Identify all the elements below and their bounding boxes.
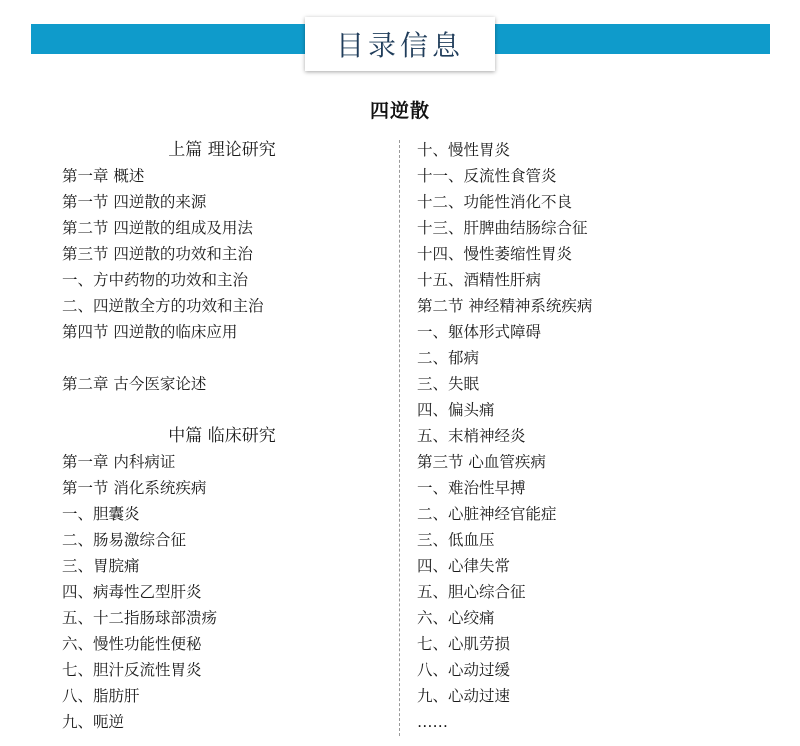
toc-entry: 一、躯体形式障碍 <box>417 323 542 341</box>
toc-entry: 一、方中药物的功效和主治 <box>62 271 249 289</box>
toc-entry: 二、心脏神经官能症 <box>417 505 557 523</box>
toc-spacer <box>62 397 382 423</box>
toc-entry: 一、胆囊炎 <box>62 505 140 523</box>
toc-entry: 第四节 四逆散的临床应用 <box>62 323 238 341</box>
toc-spacer <box>62 345 382 371</box>
toc-left-column <box>62 137 382 735</box>
toc-part-heading: 中篇 临床研究 <box>168 426 276 446</box>
toc-entry: 第一节 消化系统疾病 <box>62 479 207 497</box>
toc-entry: 十一、反流性食管炎 <box>417 167 557 185</box>
toc-entry: 四、病毒性乙型肝炎 <box>62 583 202 601</box>
toc-entry: 九、心动过速 <box>417 687 511 705</box>
toc-entry: 第一节 四逆散的来源 <box>62 193 207 211</box>
toc-entry: 十三、肝脾曲结肠综合征 <box>417 219 588 237</box>
toc-entry: 四、偏头痛 <box>417 401 495 419</box>
toc-entry: 十五、酒精性肝病 <box>417 271 542 289</box>
toc-entry: 三、胃脘痛 <box>62 557 140 575</box>
toc-entry: 五、末梢神经炎 <box>417 427 526 445</box>
toc-entry: 十四、慢性萎缩性胃炎 <box>417 245 573 263</box>
toc-entry: 第二章 古今医家论述 <box>62 375 207 393</box>
column-divider <box>399 140 400 736</box>
toc-entry: 三、失眠 <box>417 375 480 393</box>
toc-entry: 六、慢性功能性便秘 <box>62 635 202 653</box>
toc-entry: 六、心绞痛 <box>417 609 495 627</box>
toc-entry: 第二节 神经精神系统疾病 <box>417 297 593 315</box>
toc-entry: 第三节 心血管疾病 <box>417 453 546 471</box>
toc-entry: 七、胆汁反流性胃炎 <box>62 661 202 679</box>
toc-entry: 八、脂肪肝 <box>62 687 140 705</box>
toc-entry: 第一章 内科病证 <box>62 453 176 471</box>
toc-entry: 十、慢性胃炎 <box>417 141 511 159</box>
toc-entry: …… <box>417 713 448 731</box>
book-title: 四逆散 <box>369 100 430 122</box>
toc-right-column <box>417 137 757 735</box>
toc-entry: 二、四逆散全方的功效和主治 <box>62 297 264 315</box>
toc-entry: 九、呃逆 <box>62 713 125 731</box>
toc-entry: 第一章 概述 <box>62 167 145 185</box>
header-title-box <box>305 17 495 71</box>
toc-entry: 第二节 四逆散的组成及用法 <box>62 219 253 237</box>
toc-entry: 十二、功能性消化不良 <box>417 193 573 211</box>
toc-entry: 一、难治性早搏 <box>417 479 526 497</box>
toc-entry: 五、十二指肠球部溃疡 <box>62 609 218 627</box>
toc-entry: 四、心律失常 <box>417 557 511 575</box>
toc-entry: 七、心肌劳损 <box>417 635 511 653</box>
toc-part-heading: 上篇 理论研究 <box>168 140 276 160</box>
toc-entry: 五、胆心综合征 <box>417 583 526 601</box>
toc-entry: 三、低血压 <box>417 531 495 549</box>
toc-entry: 八、心动过缓 <box>417 661 511 679</box>
toc-entry: 二、肠易激综合征 <box>62 531 187 549</box>
toc-entry: 第三节 四逆散的功效和主治 <box>62 245 253 263</box>
page-title: 目录信息 <box>335 29 464 62</box>
toc-entry: 二、郁病 <box>417 349 480 367</box>
